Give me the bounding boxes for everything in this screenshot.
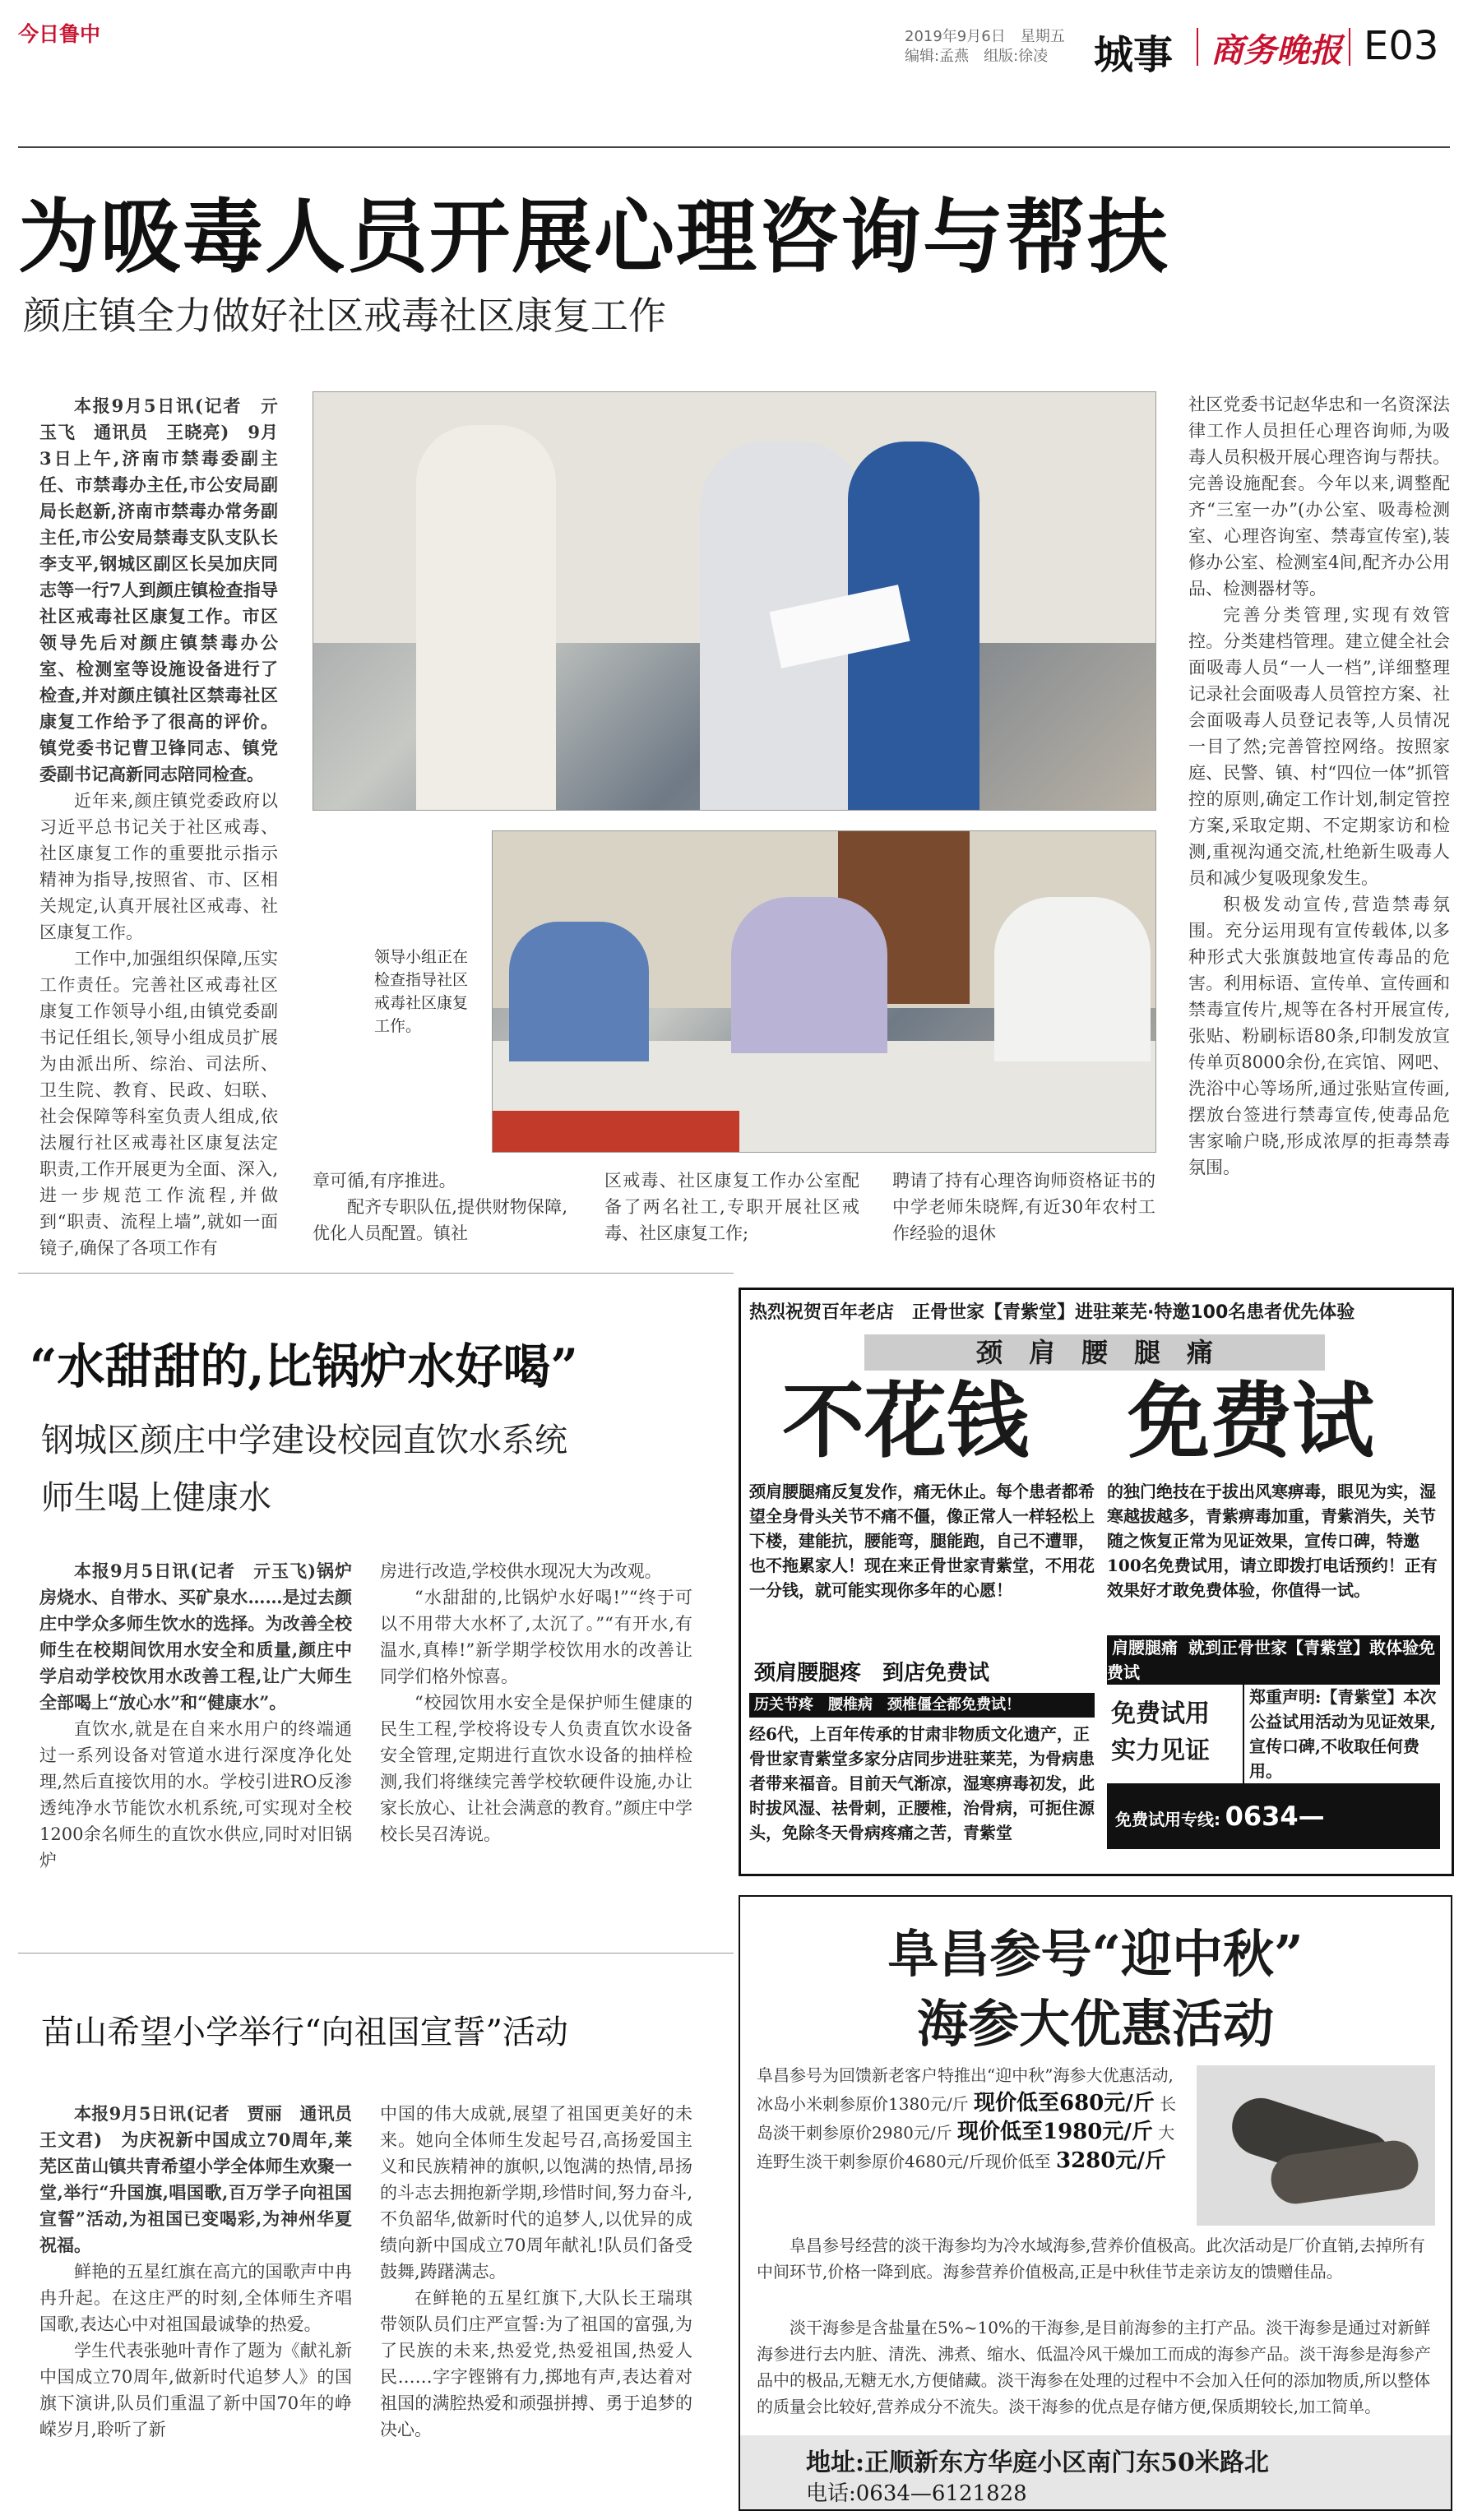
story1-paragraph: 社区党委书记赵华忠和一名资深法律工作人员担任心理咨询师,为吸毒人员积极开展心理咨询与帮扶。完善设施配套。今年以来,调整配齐“三室一办”(办公室、吸毒检测室、心理咨询室、禁毒宣传室),装修办公室、检测室4间,配齐办公用品、检测器材等。 <box>1188 395 1450 599</box>
ad1-headline-left: 不花钱 <box>782 1373 1029 1469</box>
ad2-phone: 电话:0634—6121828 <box>806 2481 1027 2506</box>
story3-paragraph: 学生代表张驰叶青作了题为《献礼新中国成立70周年,做新时代追梦人》的国旗下演讲,队员们重温了新中国70年的峥嵘岁月,聆听了新 <box>39 2341 352 2439</box>
ad1-free-1: 免费试用 <box>1111 1699 1210 1728</box>
story3-paragraph: 在鲜艳的五星红旗下,大队长王瑞琪带领队员们庄严宣誓:为了祖国的富强,为了民族的未来,热爱党,热爱祖国,热爱人民……字字铿锵有力,掷地有声,表达着对祖国的满腔热爱和顽强拼搏、勇于追梦的决心。 <box>380 2288 692 2439</box>
ad2-body-5: 淡干海参是含盐量在5%~10%的干海参,是目前海参的主打产品。淡干海参是通过对新鲜海参进行去内脏、清洗、沸煮、缩水、低温冷风干燥加工而成的海参产品。淡干海参是海参产品中的极品,无糖无水,方便储藏。淡干海参在处理的过程中不会加入任何的添加物质,所以整体的质量会比较好,营养成分不流失。淡干海参的优点是存储方便,保质期较长,加工简单。 <box>757 2318 1431 2416</box>
story1-column-1 <box>39 393 278 1261</box>
ad2-price-3: 3280元/斤 <box>1056 2148 1166 2173</box>
story1-lead-paragraph: 本报9月5日讯(记者 亓玉飞 通讯员 王晓亮) 9月3日上午,济南市禁毒委副主任、市禁毒办主任,市公安局副局长赵新,济南市禁毒办常务副主任,市公安局禁毒支队支队长李支平,钢城区副区长吴加庆同志等一行7人到颜庄镇检查指导社区戒毒社区康复工作。市区领导先后对颜庄镇禁毒办公室、检测室等设施设备进行了检查,并对颜庄镇社区禁毒社区康复工作给予了很高的评价。镇党委书记曹卫锋同志、镇党委副书记高新同志陪同检查。 <box>39 395 278 784</box>
ad1-tagline: 颈 肩 腰 腿 痛 <box>864 1334 1325 1371</box>
photo2-person-left <box>509 922 649 1061</box>
ad2-title-2: 海参大优惠活动 <box>916 1994 1274 2054</box>
ad2-address: 地址:正顺新东方华庭小区南门东50米路北 <box>806 2448 1269 2477</box>
story1-paragraph: 近年来,颜庄镇党委政府以习近平总书记关于社区戒毒、社区康复工作的重要批示指示精神为指导,按照省、市、区相关规定,认真开展社区戒毒、社区康复工作。 <box>39 791 278 942</box>
section-rule <box>18 1273 734 1274</box>
story2-paragraph: 房进行改造,学校供水现况大为改观。 <box>380 1561 662 1581</box>
header-divider-2 <box>1349 28 1350 66</box>
story1-column-5 <box>1188 391 1450 1246</box>
story2-column-2 <box>380 1558 692 1847</box>
ad1-headline-right: 免费试 <box>1128 1373 1374 1469</box>
ad2-prices <box>757 2061 1184 2176</box>
ad1-bar-left2: 历关节疼 腰椎病 颈椎僵全都免费试！ <box>749 1693 1095 1718</box>
story1-paragraph: 聘请了持有心理咨询师资格证书的中学老师朱晓辉,有近30年农村工作经验的退休 <box>892 1171 1155 1243</box>
ad1-bar-right-b: 就到正骨世家【青紫堂】敢体验免费试 <box>1107 1638 1435 1682</box>
story1-subheadline: 颜庄镇全力做好社区戒毒社区康复工作 <box>23 294 666 338</box>
ad2-title-1: 阜昌参号“迎中秋” <box>887 1924 1304 1984</box>
editors-line: 编辑:孟燕 组版:徐凌 <box>905 48 1049 65</box>
date-line: 2019年9月6日 星期五 <box>905 28 1065 45</box>
ad-qingzitang <box>739 1288 1454 1903</box>
ad2-body-2: 长岛淡干刺参原价2980元/斤 <box>757 2094 1177 2143</box>
story1-paragraph: 区戒毒、社区康复工作办公室配备了两名社工,专职开展社区戒毒、社区康复工作; <box>604 1171 859 1243</box>
ad-fuchang-seacucumber <box>739 1895 1452 2511</box>
story1-paragraph: 完善分类管理,实现有效管控。分类建档管理。建立健全社会面吸毒人员“一人一档”,详细整理记录社会面吸毒人员管控方案、社会面吸毒人员登记表等,人员情况一目了然;完善管控网络。按照家庭、民警、镇、村“四位一体”抓管控的原则,确定工作计划,制定管控方案,采取定期、不定期家访和检测,重视沟通交流,杜绝新生吸毒人员和减少复吸现象发生。 <box>1188 605 1450 888</box>
ad1-topline: 热烈祝贺百年老店 正骨世家【青紫堂】进驻莱芜·特邀100名患者优先体验 <box>749 1302 1355 1323</box>
story2-headline: “水甜甜的,比锅炉水好喝” <box>30 1339 578 1394</box>
ad2-price-2: 现价低至1980元/斤 <box>957 2120 1153 2144</box>
story1-column-3 <box>604 1168 859 1246</box>
story2-subheadline-2: 师生喝上健康水 <box>41 1479 271 1517</box>
section-rule <box>18 1953 734 1954</box>
seacucumber-photo <box>1197 2065 1435 2226</box>
story3-lead-paragraph: 本报9月5日讯(记者 贾丽 通讯员 王文君) 为庆祝新中国成立70周年,莱芜区苗山镇共青希望小学全体师生欢聚一堂,举行“升国旗,唱国歌,百万学子向祖国宣誓”活动,为祖国已变喝彩,为神州华夏祝福。 <box>39 2103 369 2255</box>
ad1-body-left2: 经6代，上百年传承的甘肃非物质文化遗产，正骨世家青紫堂多家分店同步进驻莱芜，为骨病患者带来福音。目前天气渐凉，湿寒痹毒初发，此时拔风湿、祛骨刺，正腰椎，治骨病，可扼住源头，免除冬天骨病疼痛之苦，青紫堂 <box>749 1724 1095 1843</box>
section-left-label: 今日鲁中 <box>18 22 101 46</box>
story2-subheadline-1: 钢城区颜庄中学建设校园直饮水系统 <box>41 1422 567 1459</box>
ad2-body-3: 大连野生淡干刺参原价4680元/斤现价低至 <box>757 2123 1175 2171</box>
photo2-person-right <box>994 897 1151 1061</box>
story3-column-1 <box>39 2101 369 2443</box>
inspection-photo <box>313 391 1156 811</box>
ad2-contact-bar <box>740 2435 1451 2509</box>
ad2-body-1: 阜昌参号为回馈新老客户特推出“迎中秋”海参大优惠活动,冰岛小米刺参原价1380元/斤 <box>757 2065 1174 2114</box>
header-rule <box>18 146 1450 148</box>
header-divider-1 <box>1197 28 1198 66</box>
story1-paragraph: 积极发动宣传,营造禁毒氛围。充分运用现有宣传载体,以多种形式大张旗鼓地宣传毒品的危害。利用标语、宣传单、宣传画和禁毒宣传片,规等在各村开展宣传,张贴、粉刷标语80条,印制发放宣传单页8000余份,在宾馆、网吧、洗浴中心等场所,通过张贴宣传画,摆放台签进行禁毒宣传,使毒品危害家喻户晓,形成浓厚的拒毒禁毒氛围。 <box>1188 895 1450 1177</box>
story1-paragraph: 配齐专职队伍,提供财物保障,优化人员配置。镇社 <box>313 1197 567 1243</box>
story1-column-4 <box>892 1168 1155 1246</box>
ad1-bar-left: 颈肩腰腿疼 到店免费试 <box>749 1657 1100 1690</box>
story1-column-2 <box>313 1168 567 1246</box>
ad2-price-1: 现价低至680元/斤 <box>974 2091 1155 2115</box>
story2-column-1 <box>39 1558 352 1874</box>
story2-paragraph: “水甜甜的,比锅炉水好喝!”“终于可以不用带大水杯了,太沉了。”“有开水,有温水,真棒!”新学期学校饮用水的改善让同学们格外惊喜。 <box>380 1588 692 1686</box>
story3-headline: 苗山希望小学举行“向祖国宣誓”活动 <box>41 2014 568 2051</box>
story2-paragraph: “校园饮用水安全是保护师生健康的民生工程,学校将设专人负责直饮水设备安全管理,定期进行直饮水设备的抽样检测,我们将继续完善学校软硬件设施,办让家长放心、让社会满意的教育。”颜庄中学校长吴召涛说。 <box>380 1693 692 1844</box>
ad1-hotline-number: 0634—6120689 <box>1107 1801 1325 1903</box>
photo-caption: 领导小组正在检查指导社区戒毒社区康复工作。 <box>374 948 469 1035</box>
ad1-free-2: 实力见证 <box>1111 1736 1210 1765</box>
paper-logo: 商务晚报 <box>1211 31 1342 70</box>
story1-paragraph: 章可循,有序推进。 <box>313 1171 456 1191</box>
story3-column-2 <box>380 2101 692 2443</box>
ad1-body-left: 颈肩腰腿痛反复发作，痛无休止。每个患者都希望全身骨头关节不痛不僵，像正常人一样轻松上下楼，建能抗，腰能弯，腿能跑，自己不遭罪，也不拖累家人！现在来正骨世家青紫堂，不用花一分钱，就可能实现你多年的心愿！ <box>749 1482 1095 1600</box>
meeting-photo <box>492 830 1156 1153</box>
ad1-bar-right <box>1107 1635 1440 1685</box>
page-number: E03 <box>1364 23 1439 69</box>
story2-lead-paragraph: 本报9月5日讯(记者 亓玉飞)锅炉房烧水、自带水、买矿泉水……是过去颜庄中学众多师生饮水的选择。为改善全校师生在校期间饮用水安全和质量,颜庄中学启动学校饮用水改善工程,让广大师生全部喝上“放心水”和“健康水”。 <box>39 1561 352 1713</box>
story2-paragraph: 直饮水,就是在自来水用户的终端通过一系列设备对管道水进行深度净化处理,然后直接饮用的水。学校引进RO反渗透纯净水节能饮水机系统,可实现对全校1200余名师生的直饮水供应,同时对旧锅炉 <box>39 1719 352 1870</box>
ad1-body-right: 的独门绝技在于拔出风寒痹毒，眼见为实，湿寒越拔越多，青紫痹毒加重，青紫消失，关节随之恢复正常为见证效果，宣传口碑，特邀100名免费试用，请立即拨打电话预约！正有效果好才敢免费体验，你值得一试。 <box>1107 1482 1438 1600</box>
ad1-disclaimer: 郑重声明:【青紫堂】本次公益试用活动为见证效果,宣传口碑,不收取任何费用。 <box>1243 1685 1447 1783</box>
story1-paragraph: 工作中,加强组织保障,压实工作责任。完善社区戒毒社区康复工作领导小组,由镇党委副书记任组长,领导小组成员扩展为由派出所、综治、司法所、卫生院、教育、民政、妇联、社会保障等科室负责人组成,依法履行社区戒毒社区康复法定职责,工作开展更为全面、深入,进一步规范工作流程,并做到“职责、流程上墙”,就如一面镜子,确保了各项工作有 <box>39 949 278 1258</box>
ad1-hotline-label: 免费试用专线: <box>1115 1810 1220 1829</box>
ad2-body-4: 阜昌参号经营的淡干海参均为冷水域海参,营养价值极高。此次活动是厂价直销,去掉所有中间环节,价格一降到底。海参营养价值极高,正是中秋佳节走亲访友的馈赠佳品。 <box>757 2236 1425 2282</box>
story3-paragraph: 中国的伟大成就,展望了祖国更美好的未来。她向全体师生发起号召,高扬爱国主义和民族精神的旗帜,以饱满的热情,昂扬的斗志去拥抱新学期,珍惜时间,努力奋斗,不负韶华,做新时代的追梦人,以优异的成绩向新中国成立70周年献礼!队员们备受鼓舞,踌躇满志。 <box>380 2104 692 2282</box>
section-name: 城事 <box>1094 32 1174 78</box>
ad1-hotline-bar <box>1107 1783 1440 1903</box>
photo2-banner <box>493 1111 739 1152</box>
photo-figure-left <box>416 425 556 810</box>
photo2-person-center <box>731 897 887 1053</box>
story1-headline: 为吸毒人员开展心理咨询与帮扶 <box>18 190 1170 284</box>
story3-paragraph: 鲜艳的五星红旗在高亢的国歌声中冉冉升起。在这庄严的时刻,全体师生齐唱国歌,表达心中对祖国最诚挚的热爱。 <box>39 2262 352 2334</box>
ad1-bar-right-a: 肩腰腿痛 <box>1112 1638 1178 1658</box>
